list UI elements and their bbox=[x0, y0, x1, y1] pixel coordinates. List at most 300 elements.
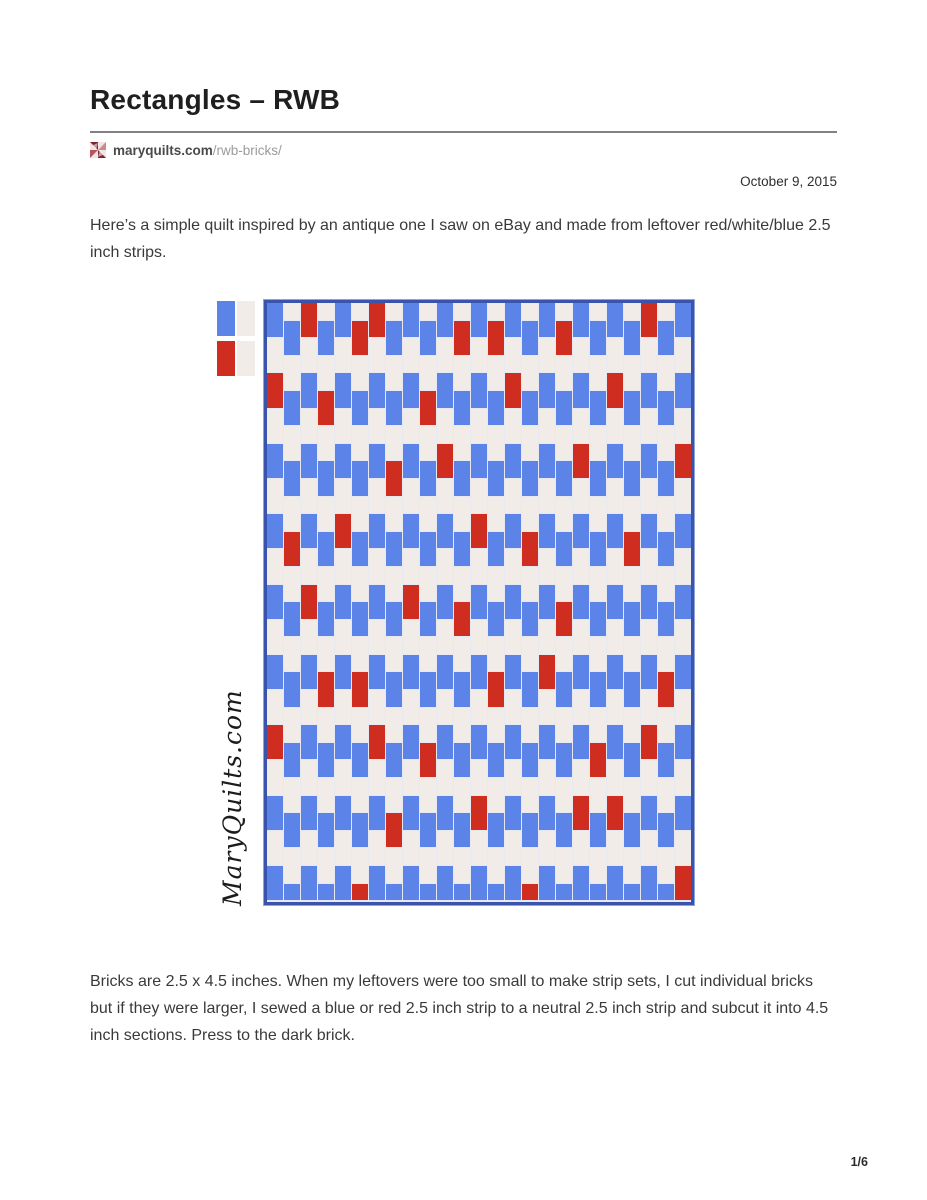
quilt-brick bbox=[658, 672, 674, 706]
quilt-brick bbox=[471, 760, 487, 794]
quilt-brick bbox=[522, 708, 538, 742]
quilt-brick bbox=[301, 831, 317, 865]
quilt-brick bbox=[386, 321, 402, 355]
quilt-brick bbox=[284, 356, 300, 390]
quilt-brick bbox=[369, 831, 385, 865]
quilt-brick bbox=[352, 567, 368, 601]
quilt-brick bbox=[352, 532, 368, 566]
quilt-brick bbox=[420, 532, 436, 566]
quilt-brick bbox=[369, 655, 385, 689]
quilt-brick bbox=[522, 497, 538, 531]
quilt-brick bbox=[624, 356, 640, 390]
quilt-brick bbox=[488, 567, 504, 601]
quilt-brick bbox=[284, 778, 300, 812]
quilt-brick bbox=[318, 602, 334, 636]
quilt-brick bbox=[607, 866, 623, 900]
quilt-brick bbox=[607, 409, 623, 443]
quilt-brick bbox=[420, 672, 436, 706]
quilt-brick bbox=[624, 567, 640, 601]
quilt-brick bbox=[573, 831, 589, 865]
quilt-brick bbox=[505, 620, 521, 654]
quilt-brick bbox=[284, 848, 300, 882]
quilt-brick bbox=[386, 567, 402, 601]
quilt-brick bbox=[624, 303, 640, 320]
quilt-brick bbox=[539, 373, 555, 407]
quilt-brick bbox=[624, 778, 640, 812]
quilt-column bbox=[335, 303, 351, 902]
quilt-brick bbox=[267, 479, 283, 513]
quilt-brick bbox=[335, 373, 351, 407]
quilt-brick bbox=[386, 532, 402, 566]
quilt-brick bbox=[284, 461, 300, 495]
quilt-brick bbox=[607, 479, 623, 513]
quilt-brick bbox=[335, 549, 351, 583]
quilt-brick bbox=[471, 338, 487, 372]
quilt-brick bbox=[522, 426, 538, 460]
quilt-brick bbox=[284, 497, 300, 531]
quilt-brick bbox=[301, 479, 317, 513]
quilt-brick bbox=[301, 303, 317, 337]
quilt-brick bbox=[284, 637, 300, 671]
quilt-brick bbox=[522, 461, 538, 495]
quilt-brick bbox=[301, 866, 317, 900]
quilt-brick bbox=[454, 567, 470, 601]
quilt-brick bbox=[403, 690, 419, 724]
quilt-brick bbox=[267, 655, 283, 689]
quilt-brick bbox=[454, 602, 470, 636]
quilt-brick bbox=[573, 444, 589, 478]
quilt-brick bbox=[437, 796, 453, 830]
quilt-brick bbox=[386, 391, 402, 425]
quilt-brick bbox=[624, 708, 640, 742]
quilt-brick bbox=[284, 321, 300, 355]
legend-pair bbox=[217, 301, 255, 336]
quilt-brick bbox=[556, 567, 572, 601]
quilt-brick bbox=[267, 514, 283, 548]
quilt-brick bbox=[573, 690, 589, 724]
quilt-brick bbox=[590, 813, 606, 847]
quilt-brick bbox=[318, 356, 334, 390]
quilt-brick bbox=[386, 637, 402, 671]
quilt-brick bbox=[641, 620, 657, 654]
quilt-brick bbox=[505, 409, 521, 443]
quilt-brick bbox=[454, 672, 470, 706]
quilt-brick bbox=[522, 391, 538, 425]
quilt-brick bbox=[318, 426, 334, 460]
quilt-brick bbox=[624, 813, 640, 847]
quilt-brick bbox=[607, 585, 623, 619]
quilt-brick bbox=[335, 620, 351, 654]
quilt-brick bbox=[369, 479, 385, 513]
quilt-brick bbox=[522, 303, 538, 320]
quilt-brick bbox=[556, 848, 572, 882]
quilt-brick bbox=[318, 567, 334, 601]
quilt-brick bbox=[505, 725, 521, 759]
quilt-brick bbox=[471, 479, 487, 513]
quilt-brick bbox=[335, 444, 351, 478]
quilt-brick bbox=[437, 725, 453, 759]
quilt-brick bbox=[301, 514, 317, 548]
quilt-brick bbox=[267, 549, 283, 583]
page-number: 1/6 bbox=[850, 1155, 868, 1169]
quilt-brick bbox=[641, 725, 657, 759]
quilt-brick bbox=[607, 444, 623, 478]
quilt-column bbox=[624, 303, 640, 902]
quilt-brick bbox=[641, 338, 657, 372]
quilt-brick bbox=[488, 708, 504, 742]
quilt-brick bbox=[573, 479, 589, 513]
quilt-brick bbox=[386, 813, 402, 847]
quilt-brick bbox=[318, 321, 334, 355]
quilt-column bbox=[505, 303, 521, 902]
quilt-brick bbox=[301, 655, 317, 689]
quilt-brick bbox=[369, 620, 385, 654]
quilt-brick bbox=[420, 637, 436, 671]
quilt-brick bbox=[318, 708, 334, 742]
quilt-brick bbox=[539, 479, 555, 513]
quilt-column bbox=[573, 303, 589, 902]
quilt-brick bbox=[437, 303, 453, 337]
quilt-brick bbox=[590, 602, 606, 636]
quilt-brick bbox=[590, 321, 606, 355]
quilt-brick bbox=[284, 743, 300, 777]
quilt-brick bbox=[267, 690, 283, 724]
quilt-brick bbox=[369, 690, 385, 724]
quilt-brick bbox=[386, 461, 402, 495]
quilt-brick bbox=[437, 831, 453, 865]
quilt-brick bbox=[505, 655, 521, 689]
quilt-column bbox=[522, 303, 538, 902]
quilt-brick bbox=[403, 409, 419, 443]
quilt-brick bbox=[658, 461, 674, 495]
quilt-brick bbox=[624, 321, 640, 355]
quilt-brick bbox=[403, 760, 419, 794]
quilt-brick bbox=[573, 338, 589, 372]
quilt-brick bbox=[301, 585, 317, 619]
quilt-brick bbox=[488, 497, 504, 531]
quilt-brick bbox=[318, 461, 334, 495]
quilt-brick bbox=[284, 602, 300, 636]
quilt-brick bbox=[522, 672, 538, 706]
quilt-brick bbox=[267, 409, 283, 443]
quilt-brick bbox=[301, 549, 317, 583]
quilt-brick bbox=[675, 479, 691, 513]
quilt-brick bbox=[488, 391, 504, 425]
quilt-brick bbox=[522, 884, 538, 901]
quilt-brick bbox=[658, 813, 674, 847]
quilt-brick bbox=[386, 303, 402, 320]
quilt-brick bbox=[284, 813, 300, 847]
quilt-brick bbox=[658, 321, 674, 355]
quilt-brick bbox=[658, 391, 674, 425]
quilt-brick bbox=[267, 585, 283, 619]
quilt-brick bbox=[556, 778, 572, 812]
quilt-brick bbox=[420, 426, 436, 460]
quilt-brick bbox=[301, 444, 317, 478]
quilt-brick bbox=[607, 690, 623, 724]
quilt-brick bbox=[335, 655, 351, 689]
quilt-brick bbox=[556, 708, 572, 742]
quilt-brick bbox=[556, 884, 572, 901]
quilt-brick bbox=[369, 866, 385, 900]
quilt-brick bbox=[301, 725, 317, 759]
quilt-brick bbox=[522, 356, 538, 390]
quilt-brick bbox=[556, 303, 572, 320]
quilt-brick bbox=[539, 585, 555, 619]
quilt-column bbox=[352, 303, 368, 902]
quilt-brick bbox=[420, 461, 436, 495]
quilt-brick bbox=[539, 690, 555, 724]
quilt-brick bbox=[675, 690, 691, 724]
quilt-brick bbox=[403, 655, 419, 689]
quilt-brick bbox=[641, 866, 657, 900]
source-site: maryquilts.com bbox=[113, 142, 213, 158]
quilt-brick bbox=[658, 884, 674, 901]
quilt-brick bbox=[539, 796, 555, 830]
quilt-brick bbox=[420, 708, 436, 742]
quilt-brick bbox=[403, 373, 419, 407]
quilt-brick bbox=[505, 303, 521, 337]
quilt-brick bbox=[318, 813, 334, 847]
quilt-brick bbox=[284, 426, 300, 460]
quilt-image bbox=[264, 300, 694, 905]
quilt-brick bbox=[488, 778, 504, 812]
quilt-brick bbox=[641, 444, 657, 478]
quilt-brick bbox=[573, 760, 589, 794]
quilt-brick bbox=[471, 585, 487, 619]
quilt-brick bbox=[420, 884, 436, 901]
quilt-brick bbox=[573, 655, 589, 689]
quilt-brick bbox=[454, 497, 470, 531]
quilt-brick bbox=[675, 303, 691, 337]
quilt-brick bbox=[403, 866, 419, 900]
quilt-brick bbox=[437, 655, 453, 689]
quilt-brick bbox=[658, 356, 674, 390]
quilt-grid bbox=[267, 303, 691, 902]
quilt-brick bbox=[403, 585, 419, 619]
quilt-brick bbox=[488, 532, 504, 566]
quilt-pinwheel-icon bbox=[90, 142, 106, 158]
quilt-brick bbox=[607, 725, 623, 759]
quilt-brick bbox=[624, 426, 640, 460]
quilt-brick bbox=[471, 303, 487, 337]
page-title: Rectangles – RWB bbox=[90, 84, 341, 115]
quilt-brick bbox=[369, 549, 385, 583]
quilt-brick bbox=[488, 848, 504, 882]
quilt-brick bbox=[471, 866, 487, 900]
quilt-brick bbox=[590, 743, 606, 777]
quilt-brick bbox=[573, 549, 589, 583]
quilt-brick bbox=[352, 356, 368, 390]
quilt-column bbox=[284, 303, 300, 902]
quilt-brick bbox=[335, 866, 351, 900]
quilt-column bbox=[539, 303, 555, 902]
quilt-brick bbox=[454, 426, 470, 460]
quilt-column bbox=[590, 303, 606, 902]
quilt-brick bbox=[454, 813, 470, 847]
quilt-brick bbox=[556, 602, 572, 636]
quilt-brick bbox=[539, 338, 555, 372]
quilt-brick bbox=[267, 373, 283, 407]
quilt-brick bbox=[556, 813, 572, 847]
quilt-brick bbox=[658, 567, 674, 601]
source-url-link[interactable] bbox=[113, 143, 282, 158]
quilt-brick bbox=[437, 620, 453, 654]
quilt-column bbox=[471, 303, 487, 902]
quilt-brick bbox=[318, 778, 334, 812]
quilt-brick bbox=[318, 391, 334, 425]
quilt-brick bbox=[420, 356, 436, 390]
quilt-brick bbox=[675, 409, 691, 443]
quilt-brick bbox=[522, 602, 538, 636]
quilt-column bbox=[301, 303, 317, 902]
quilt-brick bbox=[420, 321, 436, 355]
quilt-brick bbox=[471, 444, 487, 478]
quilt-brick bbox=[590, 426, 606, 460]
quilt-brick bbox=[556, 426, 572, 460]
quilt-brick bbox=[488, 672, 504, 706]
quilt-brick bbox=[386, 672, 402, 706]
quilt-brick bbox=[437, 760, 453, 794]
quilt-brick bbox=[335, 514, 351, 548]
quilt-brick bbox=[641, 514, 657, 548]
quilt-brick bbox=[607, 655, 623, 689]
quilt-brick bbox=[352, 321, 368, 355]
quilt-brick bbox=[403, 831, 419, 865]
quilt-brick bbox=[301, 760, 317, 794]
quilt-column bbox=[318, 303, 334, 902]
quilt-brick bbox=[539, 725, 555, 759]
quilt-brick bbox=[284, 884, 300, 901]
quilt-brick bbox=[488, 602, 504, 636]
quilt-brick bbox=[488, 813, 504, 847]
quilt-brick bbox=[539, 514, 555, 548]
quilt-brick bbox=[471, 655, 487, 689]
quilt-brick bbox=[454, 884, 470, 901]
quilt-brick bbox=[675, 585, 691, 619]
quilt-brick bbox=[624, 672, 640, 706]
quilt-brick bbox=[488, 884, 504, 901]
quilt-brick bbox=[369, 444, 385, 478]
quilt-column bbox=[386, 303, 402, 902]
quilt-brick bbox=[267, 866, 283, 900]
quilt-brick bbox=[573, 303, 589, 337]
quilt-brick bbox=[573, 409, 589, 443]
quilt-column bbox=[556, 303, 572, 902]
quilt-brick bbox=[522, 778, 538, 812]
quilt-brick bbox=[675, 620, 691, 654]
quilt-brick bbox=[267, 760, 283, 794]
quilt-brick bbox=[590, 637, 606, 671]
quilt-brick bbox=[641, 655, 657, 689]
quilt-brick bbox=[675, 444, 691, 478]
quilt-brick bbox=[267, 444, 283, 478]
quilt-brick bbox=[590, 848, 606, 882]
quilt-brick bbox=[318, 637, 334, 671]
quilt-brick bbox=[471, 409, 487, 443]
quilt-brick bbox=[437, 409, 453, 443]
quilt-brick bbox=[488, 356, 504, 390]
quilt-brick bbox=[539, 549, 555, 583]
quilt-brick bbox=[454, 532, 470, 566]
quilt-column bbox=[420, 303, 436, 902]
quilt-brick bbox=[658, 532, 674, 566]
quilt-brick bbox=[335, 831, 351, 865]
quilt-brick bbox=[335, 585, 351, 619]
quilt-brick bbox=[284, 672, 300, 706]
quilt-brick bbox=[471, 514, 487, 548]
quilt-brick bbox=[335, 760, 351, 794]
quilt-column bbox=[658, 303, 674, 902]
quilt-brick bbox=[539, 866, 555, 900]
quilt-column bbox=[403, 303, 419, 902]
quilt-brick bbox=[352, 497, 368, 531]
quilt-brick bbox=[352, 461, 368, 495]
quilt-brick bbox=[488, 426, 504, 460]
quilt-brick bbox=[284, 567, 300, 601]
quilt-brick bbox=[658, 848, 674, 882]
quilt-brick bbox=[573, 866, 589, 900]
quilt-column bbox=[369, 303, 385, 902]
quilt-brick bbox=[318, 532, 334, 566]
quilt-brick bbox=[369, 338, 385, 372]
quilt-brick bbox=[318, 672, 334, 706]
quilt-brick bbox=[675, 866, 691, 900]
quilt-brick bbox=[573, 725, 589, 759]
quilt-brick bbox=[590, 461, 606, 495]
quilt-brick bbox=[505, 549, 521, 583]
quilt-brick bbox=[539, 620, 555, 654]
quilt-brick bbox=[386, 848, 402, 882]
quilt-brick bbox=[454, 778, 470, 812]
quilt-brick bbox=[590, 672, 606, 706]
quilt-brick bbox=[437, 549, 453, 583]
source-line bbox=[90, 142, 837, 158]
quilt-column bbox=[488, 303, 504, 902]
quilt-brick bbox=[471, 620, 487, 654]
quilt-brick bbox=[641, 690, 657, 724]
quilt-brick bbox=[590, 708, 606, 742]
quilt-brick bbox=[624, 497, 640, 531]
quilt-brick bbox=[675, 760, 691, 794]
quilt-brick bbox=[403, 444, 419, 478]
quilt-brick bbox=[556, 356, 572, 390]
quilt-brick bbox=[641, 479, 657, 513]
quilt-brick bbox=[641, 585, 657, 619]
quilt-brick bbox=[335, 725, 351, 759]
quilt-brick bbox=[369, 796, 385, 830]
quilt-brick bbox=[641, 303, 657, 337]
quilt-brick bbox=[522, 637, 538, 671]
quilt-brick bbox=[641, 373, 657, 407]
quilt-brick bbox=[403, 725, 419, 759]
quilt-brick bbox=[675, 373, 691, 407]
legend-pair bbox=[217, 341, 255, 376]
quilt-brick bbox=[454, 356, 470, 390]
quilt-brick bbox=[437, 690, 453, 724]
quilt-brick bbox=[420, 848, 436, 882]
quilt-brick bbox=[658, 497, 674, 531]
quilt-brick bbox=[624, 391, 640, 425]
quilt-brick bbox=[352, 884, 368, 901]
quilt-brick bbox=[318, 848, 334, 882]
quilt-brick bbox=[454, 637, 470, 671]
quilt-brick bbox=[505, 444, 521, 478]
quilt-brick bbox=[454, 743, 470, 777]
quilt-brick bbox=[590, 303, 606, 320]
quilt-brick bbox=[522, 321, 538, 355]
quilt-brick bbox=[369, 725, 385, 759]
